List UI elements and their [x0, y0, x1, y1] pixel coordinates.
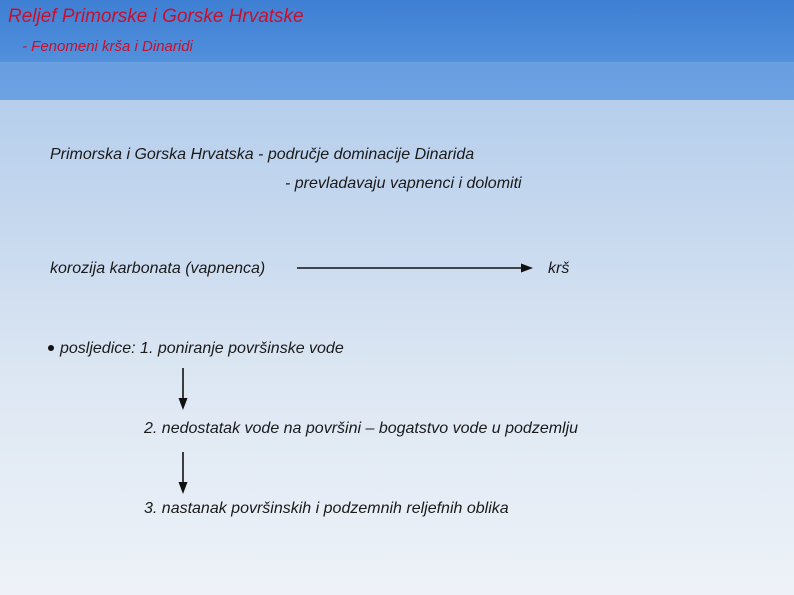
consequence-3: 3. nastanak površinskih i podzemnih reljefnih oblika — [144, 500, 509, 517]
intro-line: Primorska i Gorska Hrvatska - područje dominacije Dinarida — [50, 146, 475, 163]
rock-types-line: - prevladavaju vapnenci i dolomiti — [285, 175, 522, 192]
slide-subtitle: - Fenomeni krša i Dinaridi — [22, 38, 193, 55]
consequence-2: 2. nedostatak vode na površini – bogatstvo vode u podzemlju — [144, 420, 579, 437]
karst-text: krš — [548, 260, 570, 277]
down-arrow-icon — [176, 366, 190, 412]
corrosion-text: korozija karbonata (vapnenca) — [50, 260, 266, 277]
slide-title: Reljef Primorske i Gorske Hrvatske — [8, 6, 304, 27]
down-arrow-icon — [176, 450, 190, 496]
right-arrow-icon — [295, 262, 535, 274]
consequence-1: posljedice: 1. poniranje površinske vode — [60, 340, 344, 357]
header-shade — [0, 62, 794, 100]
bullet-icon — [48, 345, 54, 351]
